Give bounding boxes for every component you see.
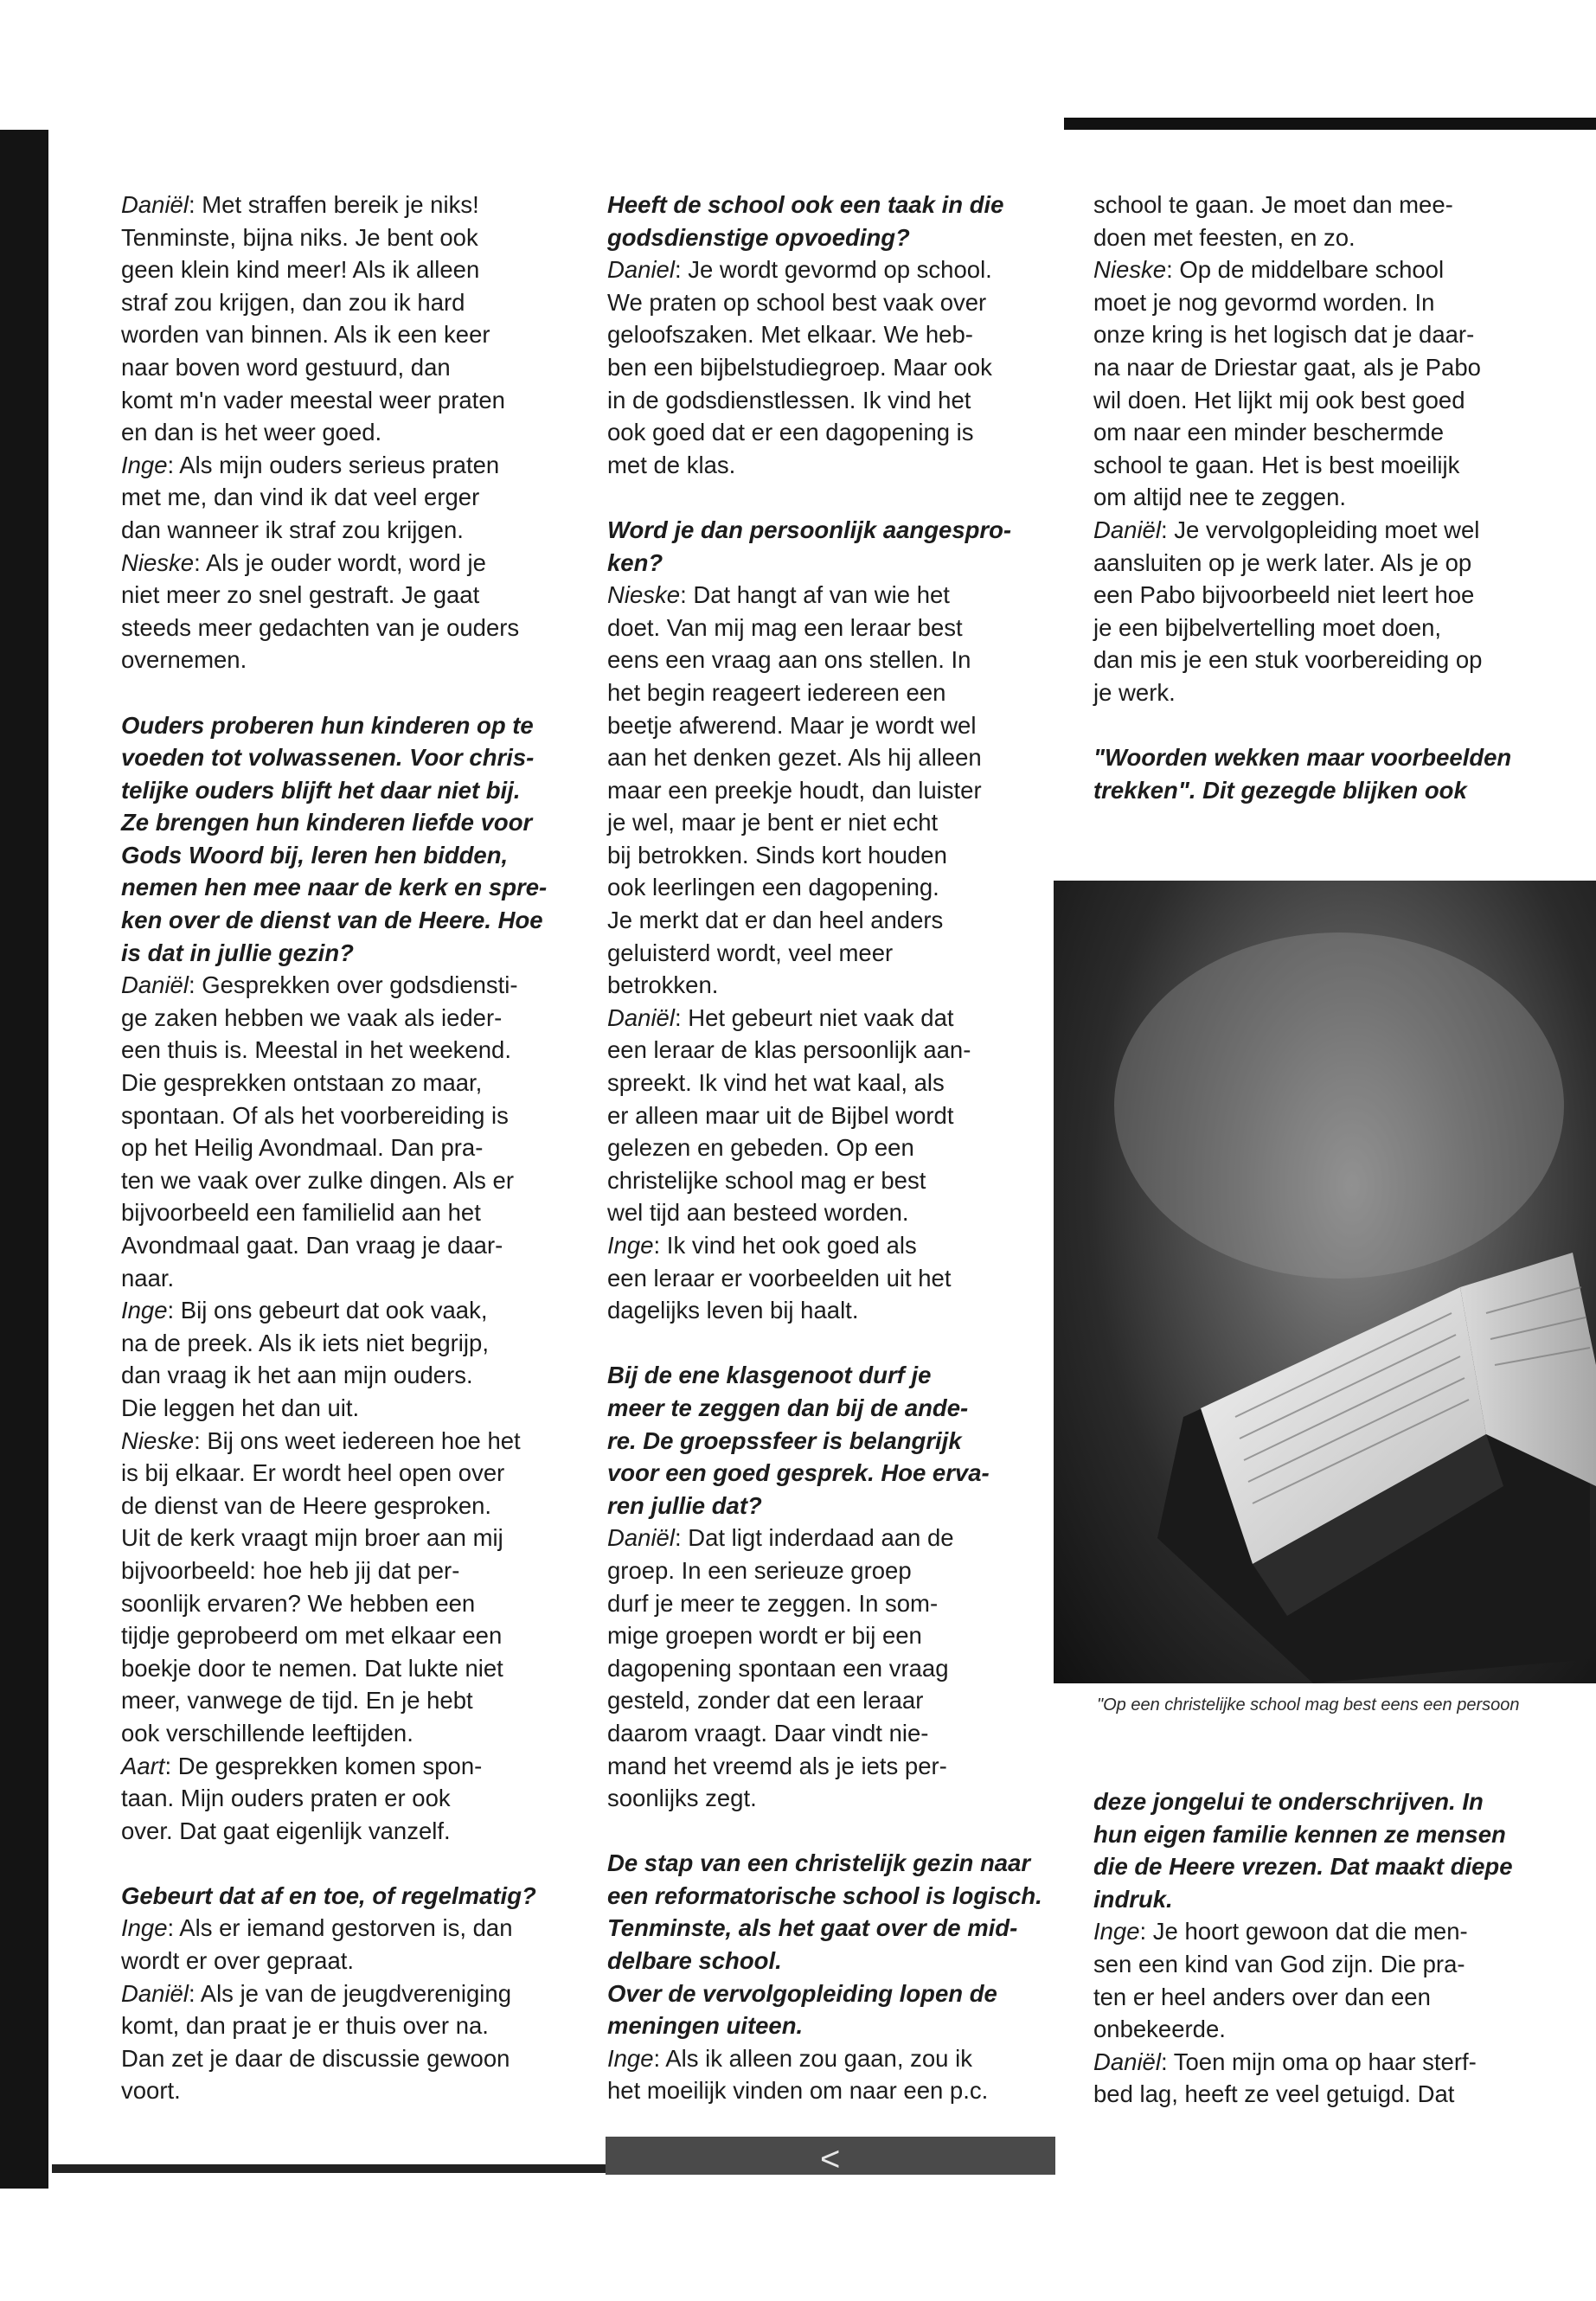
speaker-name: Daniël: [121, 191, 189, 218]
speaker-name: Aart: [121, 1752, 165, 1779]
interview-answer: [607, 1002, 1066, 1229]
speaker-name: Inge: [121, 1297, 168, 1324]
interview-answer: [607, 1522, 1066, 1814]
speaker-name: Daniël: [1093, 2048, 1161, 2075]
interview-answer: [121, 1912, 584, 1977]
article-column-2: [607, 189, 1066, 2107]
speaker-name: Inge: [1093, 1918, 1140, 1945]
interview-answer: [121, 449, 584, 547]
interview-answer: [121, 1425, 584, 1750]
answer-text: : Toen mijn oma op haar sterf- bed lag, heeft ze veel getuigd. Dat: [1093, 2048, 1477, 2108]
interview-answer: [1093, 253, 1561, 514]
interview-question: Heeft de school ook een taak in die godsdienstige opvoeding?: [607, 191, 1004, 251]
interview-answer: [121, 1750, 584, 1848]
speaker-name: Daniël: [121, 971, 189, 999]
answer-text: : Ik vind het ook goed als een leraar er voorbeelden uit het dagelijks leven bij haalt.: [607, 1232, 952, 1324]
interview-answer: [607, 2042, 1066, 2107]
interview-answer: [121, 189, 584, 449]
article-column-3: [1093, 189, 1561, 806]
open-bible-photo: [1054, 881, 1596, 1683]
body-text: school te gaan. Je moet dan mee- doen met feesten, en zo.: [1093, 191, 1453, 251]
speaker-name: Nieske: [1093, 256, 1167, 284]
bottom-rule: [52, 2164, 606, 2173]
answer-text: : Bij ons gebeurt dat ook vaak, na de preek. Als ik iets niet begrijp, dan vraag ik het aan mijn ouders. Die leggen het dan uit.: [121, 1297, 489, 1421]
answer-text: : De gesprekken komen spon- taan. Mijn ouders praten er ook over. Dat gaat eigenlijk vanzelf.: [121, 1752, 483, 1844]
speaker-name: Inge: [607, 1232, 654, 1259]
answer-text: : Bij ons weet iedereen hoe het is bij elkaar. Er wordt heel open over de dienst van de Heere gesproken. Uit de kerk vraagt mijn broer aan mij bijvoorbeeld: hoe heb jij dat per- soonlijk ervaren? We hebben een tijdje geprobeerd om met elkaar een boekje door te nemen. Dat lukte niet meer, vanwege de tijd. En je hebt ook verschillende leeftijden.: [121, 1426, 521, 1747]
interview-answer: [121, 547, 584, 676]
interview-question: Gebeurt dat af en toe, of regelmatig?: [121, 1881, 536, 1909]
answer-text: : Met straffen bereik je niks! Tenminste, bijna niks. Je bent ook geen klein kind meer! Als ik alleen straf zou krijgen, dan zou ik hard worden van binnen. Als ik een keer naar boven word gestuurd, dan komt m'n vader meestal weer praten en dan is het weer goed.: [121, 191, 505, 446]
interview-question: deze jongelui te onderschrijven. In hun eigen familie kennen ze mensen die de Heere vrezen. Dat maakt diepe indruk.: [1093, 1788, 1513, 1913]
interview-question: "Woorden wekken maar voorbeelden trekken". Dit gezegde blijken ook: [1093, 744, 1512, 804]
answer-text: : Als ik alleen zou gaan, zou ik het moeilijk vinden om naar een p.c.: [607, 2044, 989, 2105]
speaker-name: Inge: [121, 1914, 168, 1942]
interview-question: Ouders proberen hun kinderen op te voeden tot volwassenen. Voor chris- telijke ouders blijft het daar niet bij. Ze brengen hun kinderen liefde voor Gods Woord bij, leren hen bidden, nemen hen mee naar de kerk en spre- ken over de dienst van de Heere. Hoe is dat in jullie gezin?: [121, 711, 548, 966]
interview-answer: [607, 579, 1066, 1002]
interview-question: Bij de ene klasgenoot durf je meer te zeggen dan bij de ande- re. De groepssfeer is belangrijk voor een goed gesprek. Hoe erva- ren jullie dat?: [607, 1362, 990, 1519]
interview-answer: [121, 1294, 584, 1424]
answer-text: : Als je ouder wordt, word je niet meer zo snel gestraft. Je gaat steeds meer gedachten van je ouders overnemen.: [121, 548, 520, 674]
speaker-name: Daniël: [121, 1979, 189, 2007]
article-column-3-continued: [1093, 1785, 1561, 2111]
answer-text: : Als mijn ouders serieus praten met me, dan vind ik dat veel erger dan wanneer ik straf zou krijgen.: [121, 451, 500, 543]
interview-answer: [607, 1229, 1066, 1327]
interview-answer: [121, 1977, 584, 2107]
speaker-name: Daniël: [607, 1524, 675, 1552]
interview-answer: [607, 253, 1066, 481]
bible-illustration: [1054, 881, 1596, 1683]
speaker-name: Inge: [607, 2044, 654, 2072]
speaker-name: Daniël: [1093, 516, 1161, 543]
speaker-name: Nieske: [607, 581, 681, 609]
speaker-name: Nieske: [121, 548, 195, 576]
answer-text: : Gesprekken over godsdiensti- ge zaken hebben we vaak als ieder- een thuis is. Meestal in het weekend. Die gesprekken ontstaan zo maar, spontaan. Of als het voorbereiding is op het Heilig Avondmaal. Dan pra- ten we vaak over zulke dingen. Als er bijvoorbeeld een familielid aan het Avondmaal gaat. Dan vraag je daar- naar.: [121, 971, 518, 1292]
left-edge-bar: [0, 130, 48, 2189]
interview-question: De stap van een christelijk gezin naar een reformatorische school is logisch. Tenminste, als het gaat over de mid- delbare school.: [607, 1849, 1042, 1975]
answer-text: : Het gebeurt niet vaak dat een leraar de klas persoonlijk aan- spreekt. Ik vind het wat kaal, als er alleen maar uit de Bijbel wordt gelezen en gebeden. Op een christelijke school mag er best wel tijd aan besteed worden.: [607, 1003, 971, 1227]
speaker-name: Nieske: [121, 1426, 195, 1454]
answer-text: : Als er iemand gestorven is, dan wordt er over gepraat.: [121, 1914, 513, 1975]
answer-text: : Dat ligt inderdaad aan de groep. In een serieuze groep durf je meer te zeggen. In som- mige groepen wordt er bij een dagopening spontaan een vraag gesteld, zonder dat een leraar daarom vraagt. Daar vindt nie- mand het vreemd als je iets per- soonlijks zegt.: [607, 1524, 954, 1812]
answer-text: : Je hoort gewoon dat die men- sen een kind van God zijn. Die pra- ten er heel anders over dan een onbekeerde.: [1093, 1918, 1468, 2043]
interview-question: Word je dan persoonlijk aangespro- ken?: [607, 516, 1012, 576]
interview-question: Over de vervolgopleiding lopen de meningen uiteen.: [607, 1979, 997, 2040]
footer-arrow-icon: <: [820, 2140, 841, 2178]
article-column-1: [121, 189, 584, 2107]
photo-caption: "Op een christelijke school mag best eens een persoon: [1097, 1695, 1520, 1715]
answer-text: : Op de middelbare school moet je nog gevormd worden. In onze kring is het logisch dat je daar- na naar de Driestar gaat, als je Pabo wil doen. Het lijkt mij ook best goed om naar een minder beschermde school te gaan. Het is best moeilijk om altijd nee te zeggen.: [1093, 256, 1481, 511]
interview-answer: [1093, 514, 1561, 709]
speaker-name: Daniël: [607, 1003, 675, 1031]
answer-text: : Je vervolgopleiding moet wel aansluiten op je werk later. Als je op een Pabo bijvoorbeeld niet leert hoe je een bijbelvertelling moet doen, dan mis je een stuk voorbereiding op je werk.: [1093, 516, 1483, 706]
top-rule: [1064, 118, 1596, 130]
answer-text: : Als je van de jeugdvereniging komt, dan praat je er thuis over na. Dan zet je daar de discussie gewoon voort.: [121, 1979, 512, 2105]
interview-answer: [1093, 2046, 1561, 2111]
answer-text: : Je wordt gevormd op school. We praten op school best vaak over geloofszaken. Met elkaar. We heb- ben een bijbelstudiegroep. Maar ook in de godsdienstlessen. Ik vind het ook goed dat er een dagopening is met de klas.: [607, 256, 992, 478]
answer-text: : Dat hangt af van wie het doet. Van mij mag een leraar best eens een vraag aan ons stellen. In het begin reageert iedereen een beetje afwerend. Maar je wordt wel aan het denken gezet. Als hij alleen maar een preekje houdt, dan luister je wel, maar je bent er niet echt bij betrokken. Sinds kort houden ook leerlingen een dagopening. Je merkt dat er dan heel anders geluisterd wordt, veel meer betrokken.: [607, 581, 982, 999]
interview-answer: [121, 969, 584, 1294]
speaker-name: Inge: [121, 451, 168, 478]
speaker-name: Daniel: [607, 256, 675, 284]
interview-answer: [1093, 1915, 1561, 2045]
